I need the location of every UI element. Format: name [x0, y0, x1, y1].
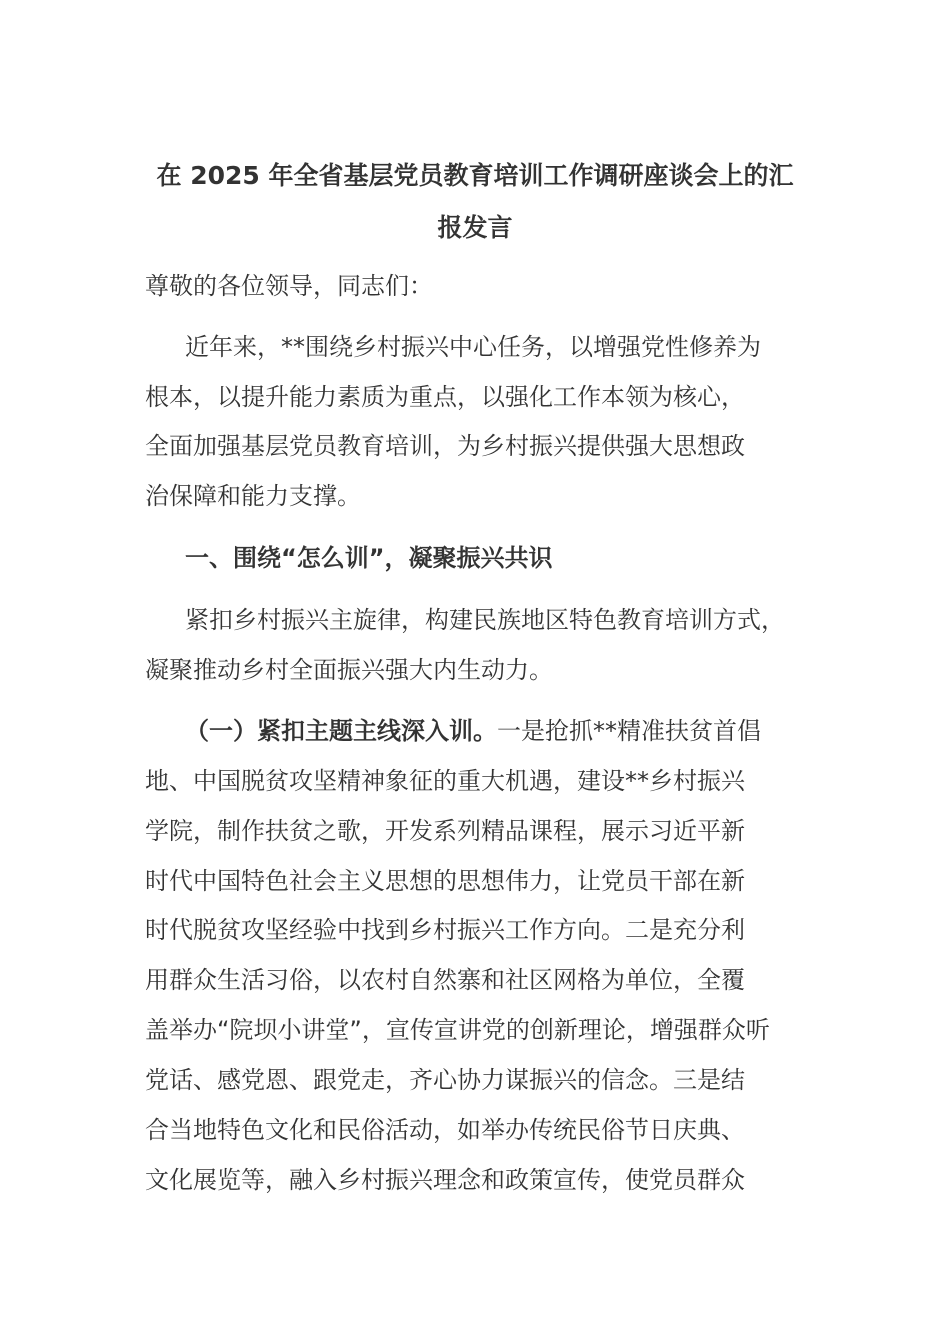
sub1-line-4: 时代中国特色社会主义思想的思想伟力，让党员干部在新 [145, 867, 745, 895]
section-heading-1: 一、围绕“怎么训”，凝聚振兴共识 [185, 544, 553, 572]
sub1-line-9: 合当地特色文化和民俗活动，如举办传统民俗节日庆典、 [145, 1116, 745, 1144]
sub1-first-line [185, 715, 761, 747]
sub1-line-5: 时代脱贫攻坚经验中找到乡村振兴工作方向。二是充分利 [145, 916, 745, 944]
intro-line-4: 治保障和能力支撑。 [145, 482, 361, 510]
sub1-line-2: 地、中国脱贫攻坚精神象征的重大机遇，建设**乡村振兴 [145, 767, 745, 795]
sub1-line-8: 党话、感党恩、跟党走，齐心协力谋振兴的信念。三是结 [145, 1066, 745, 1094]
sub1-line-3: 学院，制作扶贫之歌，开发系列精品课程，展示习近平新 [145, 817, 745, 845]
sub1-heading: （一）紧扣主题主线深入训。 [185, 717, 497, 745]
sub1-line-6: 用群众生活习俗，以农村自然寨和社区网格为单位，全覆 [145, 966, 745, 994]
section1-line-1: 紧扣乡村振兴主旋律，构建民族地区特色教育培训方式， [185, 606, 785, 634]
title-line-1: 在 2025 年全省基层党员教育培训工作调研座谈会上的汇 [156, 161, 794, 190]
sub1-line-7: 盖举办“院坝小讲堂”，宣传宣讲党的创新理论，增强群众听 [145, 1016, 770, 1044]
section1-line-2: 凝聚推动乡村全面振兴强大内生动力。 [145, 656, 553, 684]
intro-line-2: 根本，以提升能力素质为重点，以强化工作本领为核心， [145, 383, 745, 411]
title-line-2: 报发言 [437, 213, 513, 242]
salutation: 尊敬的各位领导，同志们： [145, 272, 433, 300]
intro-line-3: 全面加强基层党员教育培训，为乡村振兴提供强大思想政 [145, 432, 745, 460]
sub1-first-rest: 一是抢抓**精准扶贫首倡 [497, 717, 761, 745]
document-title [140, 150, 810, 254]
sub1-line-10: 文化展览等，融入乡村振兴理念和政策宣传，使党员群众 [145, 1166, 745, 1194]
intro-line-1: 近年来，**围绕乡村振兴中心任务，以增强党性修养为 [185, 333, 761, 361]
